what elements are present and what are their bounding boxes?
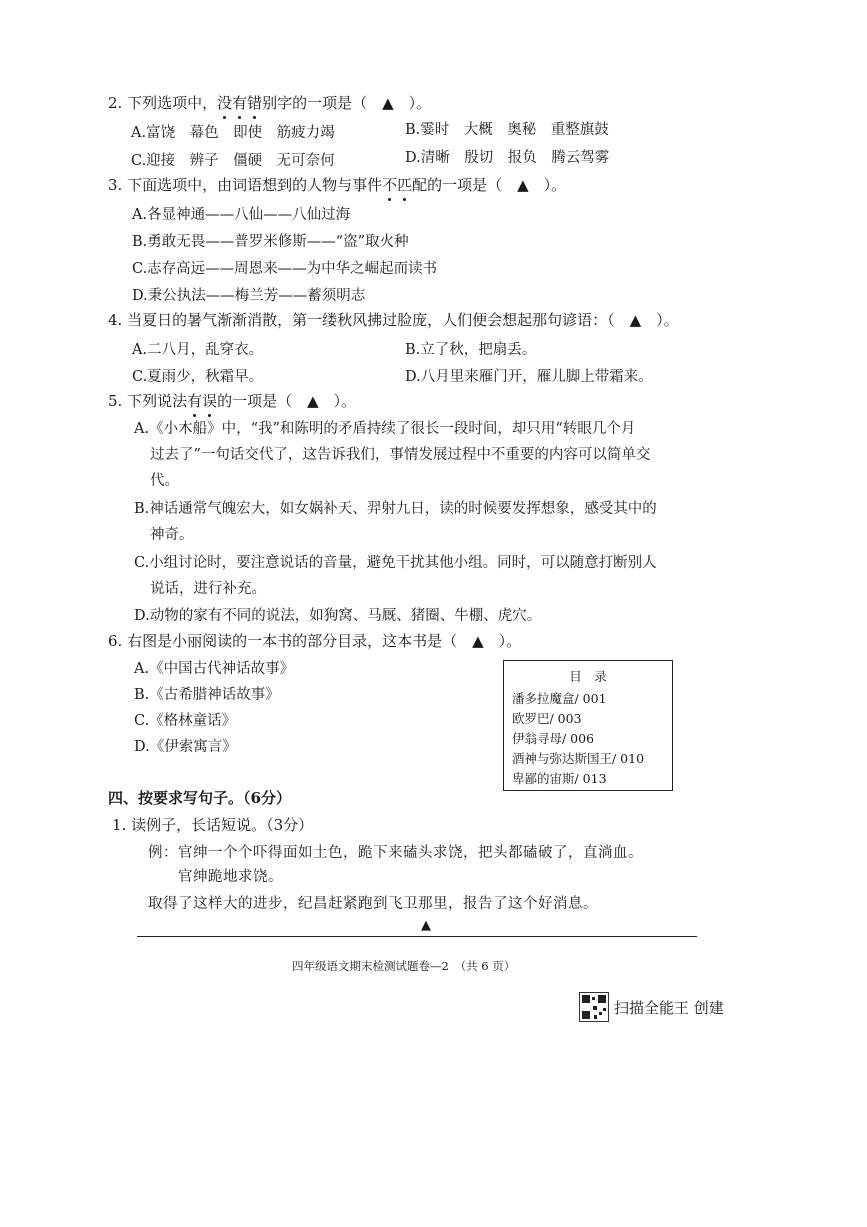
q5-stem [108, 390, 356, 411]
emphasis-char: 匹 [397, 176, 413, 194]
s4-example-sentence: 例：官绅一个个吓得面如土色，跪下来磕头求饶，把头都磕破了，直淌血。 [148, 845, 643, 861]
page-footer: 四年级语文期末检测试题卷—2 （共 6 页） [292, 959, 516, 973]
q6-option-c: C.《格林童话》 [134, 713, 237, 729]
answer-line [137, 936, 697, 937]
q6-stem: 6. 右图是小丽阅读的一本书的部分目录，这本书是（ ▲ ）。 [108, 632, 522, 650]
q3-option-a: A.各显神通——八仙——八仙过海 [132, 207, 351, 223]
q6-option-a: A.《中国古代神话故事》 [134, 661, 295, 677]
q3-stem-pre: 3. 下面选项中，由词语想到的人物与事件 [108, 176, 383, 194]
q5-option-b-line2: 神奇。 [150, 527, 194, 543]
emphasis-char: 错 [247, 94, 263, 112]
emphasis-char: 有 [232, 94, 248, 112]
q4-option-a: A.二八月，乱穿衣。 [132, 342, 264, 358]
q2-option-d: D.清晰 殷切 报负 腾云驾雾 [405, 150, 610, 166]
toc-box [503, 660, 673, 791]
q5-stem-pre: 5. 下列说法 [108, 392, 188, 410]
q3-option-b: B.勇敢无畏——普罗米修斯——“盗”取火种 [132, 234, 409, 250]
q5-stem-post: 的一项是（ ▲ ）。 [217, 392, 357, 410]
s4-task-sentence: 取得了这样大的进步，纪昌赶紧跑到飞卫那里，报告了这个好消息。 [148, 896, 598, 912]
q4-option-b: B.立了秋，把扇丢。 [405, 342, 537, 358]
toc-item: 潘多拉魔盒/ 001 [512, 691, 607, 706]
answer-placeholder-mark: ▲ [421, 918, 431, 933]
toc-title: 目 录 [569, 669, 607, 684]
qr-code-icon [579, 992, 609, 1022]
emphasis-char: 有 [187, 392, 203, 410]
q3-option-c: C.志存高远——周恩来——为中华之崛起而读书 [132, 261, 438, 277]
q2-stem-pre: 2. 下列选项中， [108, 94, 218, 112]
toc-item: 欧罗巴/ 003 [512, 711, 582, 726]
q6-option-d: D.《伊索寓言》 [134, 739, 237, 755]
q5-option-a-line2: 过去了”一句话交代了，这告诉我们，事情发展过程中不重要的内容可以简单交 [150, 447, 651, 463]
q5-option-a-line1: A.《小木船》中，“我”和陈明的矛盾持续了很长一段时间，却只用“转眼几个月 [134, 421, 636, 437]
q2-option-a: A.富饶 幕色 即使 筋疲力竭 [131, 125, 335, 141]
emphasis-char: 不 [382, 176, 398, 194]
q3-stem [108, 174, 566, 195]
q4-option-d: D.八月里来雁门开，雁儿脚上带霜来。 [405, 369, 653, 385]
q5-option-a-line3: 代。 [150, 473, 179, 489]
section-heading: 四、按要求写句子。（6分） [108, 789, 291, 807]
q2-stem [108, 92, 431, 113]
q3-stem-post: 配的一项是（ ▲ ）。 [412, 176, 567, 194]
toc-item: 伊翁寻母/ 006 [512, 731, 595, 746]
s4-example-answer: 官绅跪地求饶。 [178, 869, 283, 885]
q4-option-c: C.夏雨少，秋霜早。 [132, 369, 264, 385]
emphasis-char: 误 [202, 392, 218, 410]
s4-q1-stem: 1. 读例子，长话短说。（3分） [112, 816, 314, 834]
q6-option-b: B.《古希腊神话故事》 [134, 687, 280, 703]
q5-option-b-line1: B.神话通常气魄宏大，如女娲补天、羿射九日，读的时候要发挥想象，感受其中的 [134, 501, 657, 517]
q3-option-d: D.秉公执法——梅兰芳——蓄须明志 [132, 288, 366, 304]
toc-item: 卑鄙的宙斯/ 013 [512, 771, 607, 786]
emphasis-char: 没 [217, 94, 233, 112]
q5-option-d: D.动物的家有不同的说法，如狗窝、马厩、猪圈、牛棚、虎穴。 [134, 608, 542, 624]
q2-stem-post: 别字的一项是（ ▲ ）。 [262, 94, 432, 112]
scanner-watermark: 扫描全能王 创建 [614, 999, 724, 1017]
q5-option-c-line2: 说话，进行补充。 [150, 581, 266, 597]
q4-stem: 4. 当夏日的暑气渐渐消散，第一缕秋风拂过脸庞，人们便会想起那句谚语：（ ▲ ）。 [108, 311, 679, 329]
toc-item: 酒神与弥达斯国王/ 010 [512, 751, 645, 766]
q2-option-c: C.迎接 辨子 僵硬 无可奈何 [131, 153, 335, 169]
q2-option-b: B.霎时 大概 奥秘 重整旗鼓 [405, 122, 609, 138]
q5-option-c-line1: C.小组讨论时，要注意说话的音量，避免干扰其他小组。同时，可以随意打断别人 [134, 555, 657, 571]
